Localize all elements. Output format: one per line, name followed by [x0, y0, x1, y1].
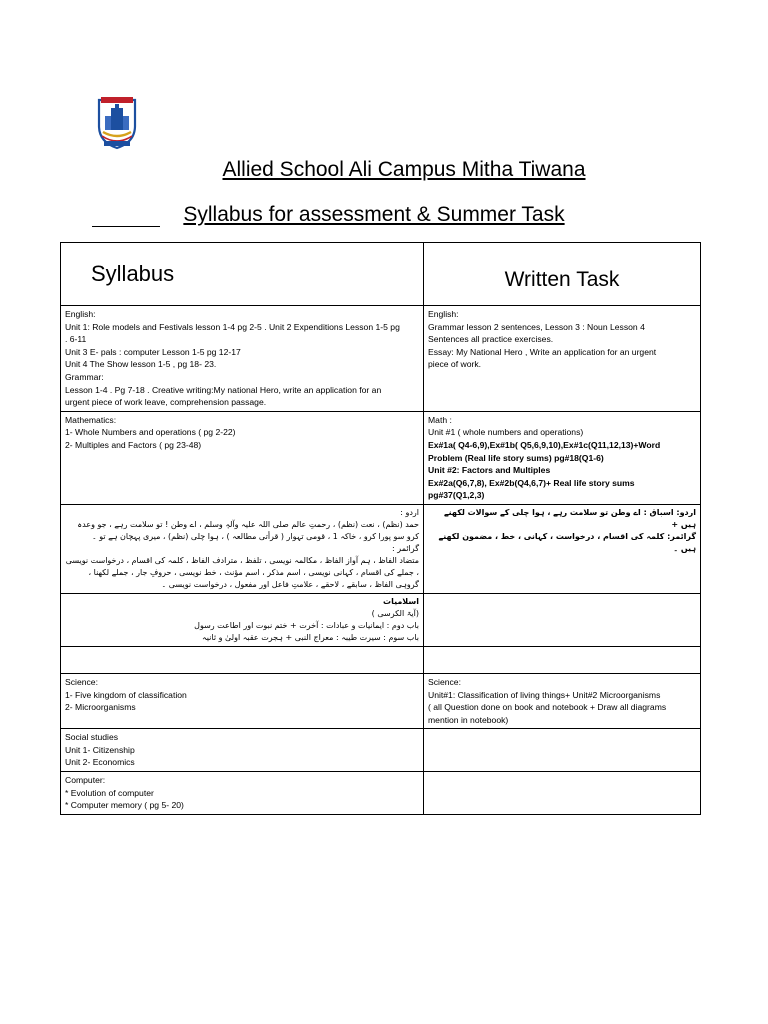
text-line: Science: — [428, 676, 461, 687]
text-line: Math : — [428, 414, 452, 425]
text-line: Grammar: — [65, 371, 104, 382]
text-line: Unit 1- Citizenship — [65, 744, 135, 755]
text-line: Unit 1: Role models and Festivals lesson 1-4 pg 2-5 . Unit 2 Expenditions Lesson 1-5 pg — [65, 321, 400, 332]
page-subtitle: Syllabus for assessment & Summer Task — [183, 203, 565, 226]
text-line: باب دوم : ایمانیات و عبادات : آخرت + ختم نبوت اور اطاعت رسول — [194, 620, 419, 630]
computer-row — [61, 772, 701, 815]
text-line: urgent piece of work leave, comprehension passage. — [65, 397, 267, 408]
computer-task-cell — [424, 772, 701, 815]
math-row — [61, 411, 701, 504]
school-name: Allied School Ali Campus Mitha Tiwana — [222, 158, 586, 181]
islamiat-row — [61, 593, 701, 646]
text-line: Ex#1a( Q4-6,9),Ex#1b( Q5,6,9,10),Ex#1c(Q11,12,13)+Word — [428, 439, 661, 450]
math-syllabus-cell — [61, 411, 424, 504]
text-line: گرائمر : — [392, 543, 419, 553]
empty-cell — [61, 646, 424, 673]
text-line: (آیۃ الکرسی ) — [371, 608, 419, 618]
text-line: 2- Microorganisms — [65, 702, 136, 713]
subtitle-underline-lead — [92, 226, 160, 227]
social-task-cell — [424, 729, 701, 772]
text-line: English: — [65, 309, 96, 319]
science-syllabus-cell — [61, 673, 424, 728]
social-syllabus-cell — [61, 729, 424, 772]
science-row — [61, 673, 701, 728]
syllabus-table — [60, 242, 701, 815]
english-row — [61, 306, 701, 412]
text-line: pg#37(Q1,2,3) — [428, 490, 485, 501]
social-studies-row — [61, 729, 701, 772]
text-line: English: — [428, 309, 459, 319]
text-line: Grammar lesson 2 sentences, Lesson 3 : Noun Lesson 4 — [428, 321, 645, 332]
science-task-cell — [424, 673, 701, 728]
text-line: متضاد الفاظ ، ہم آواز الفاظ ، مکالمہ نویسی ، تلفظ ، مترادف الفاظ ، کلمہ کی اقسام ، درخواست نویسی ، جملے کی اقسام ، کہانی نویسی ، اسم مذکر ، اسم مؤنث ، خط نویسی ، حروفِ جار ، جملے لکھنا ، گروہی الفاظ ، سابقے ، لاحقے ، علامتِ فاعل اور مفعول ، درخواست نویسی ۔ — [65, 555, 419, 589]
text-line: Unit 4 The Show lesson 1-5 , pg 18- 23. — [65, 359, 217, 370]
computer-syllabus-cell — [61, 772, 424, 815]
text-line: Sentences all practice exercises. — [428, 334, 554, 345]
table-header-row — [61, 243, 701, 306]
text-line: * Evolution of computer — [65, 787, 154, 798]
text-line: اردو: اسباق : اے وطن تو سلامت رہے ، ہوا چلی کے سوالات لکھنے ہیں + — [443, 507, 696, 529]
text-line: Science: — [65, 676, 98, 687]
text-line: 1- Whole Numbers and operations ( pg 2-22) — [65, 427, 236, 438]
text-line: mention in notebook) — [428, 714, 509, 725]
text-line: Unit #2: Factors and Multiples — [428, 465, 551, 476]
text-line: Problem (Real life story sums) pg#18(Q1-6) — [428, 452, 604, 463]
text-line: Mathematics: — [65, 414, 117, 425]
text-line: Essay: My National Hero , Write an application for an urgent — [428, 346, 657, 357]
urdu-row — [61, 504, 701, 593]
text-line: . 6-11 — [65, 334, 87, 345]
text-line: * Computer memory ( pg 5- 20) — [65, 800, 184, 811]
text-line: باب سوم : سیرت طیبہ : معراج النبی + ہجرت عقبہ اولیٰ و ثانیہ — [202, 632, 419, 642]
urdu-syllabus-cell — [61, 504, 424, 593]
text-line: اردو : — [400, 507, 419, 517]
text-line: 2- Multiples and Factors ( pg 23-48) — [65, 439, 202, 450]
english-task-cell — [424, 306, 701, 412]
syllabus-column-header: Syllabus — [61, 243, 424, 306]
text-line: گرائمر: کلمہ کی اقسام ، درخواست ، کہانی ، خط ، مضمون لکھنے ہیں ۔ — [438, 531, 696, 553]
text-line: Social studies — [65, 732, 119, 743]
text-line: حمد (نظم) ، نعت (نظم) ، رحمتِ عالم صلی اللہ علیہ وآلہٖ وسلم ، اے وطن ! تو سلامت رہے ، جو وعدہ کرو سو پورا کرو ، خاکہ 1 ، قومی تہوار ( قرأتی مطالعہ ) ، ہوا چلی (نظم) ، میری پہچان ہے تو ۔ — [77, 519, 419, 541]
text-line: Unit#1: Classification of living things+ Unit#2 Microorganisms — [428, 689, 661, 700]
math-task-cell — [424, 411, 701, 504]
english-syllabus-cell — [61, 306, 424, 412]
text-line: Unit 3 E- pals : computer Lesson 1-5 pg 12-17 — [65, 346, 241, 357]
text-line: Computer: — [65, 775, 106, 786]
empty-row — [61, 646, 701, 673]
text-line: ( all Question done on book and notebook + Draw all diagrams — [428, 702, 667, 713]
islamiat-task-cell — [424, 593, 701, 646]
text-line: Lesson 1-4 . Pg 7-18 . Creative writing:My national Hero, write an application for an — [65, 384, 382, 395]
empty-cell — [424, 646, 701, 673]
text-line: 1- Five kingdom of classification — [65, 689, 187, 700]
school-crest-icon — [94, 96, 140, 150]
text-line: Ex#2a(Q6,7,8), Ex#2b(Q4,6,7)+ Real life story sums — [428, 477, 635, 488]
text-line: اسلامیات — [383, 596, 419, 606]
urdu-task-cell — [424, 504, 701, 593]
text-line: Unit 2- Economics — [65, 757, 135, 768]
written-task-column-header: Written Task — [424, 243, 701, 306]
text-line: piece of work. — [428, 359, 482, 370]
text-line: Unit #1 ( whole numbers and operations) — [428, 427, 584, 438]
islamiat-syllabus-cell — [61, 593, 424, 646]
